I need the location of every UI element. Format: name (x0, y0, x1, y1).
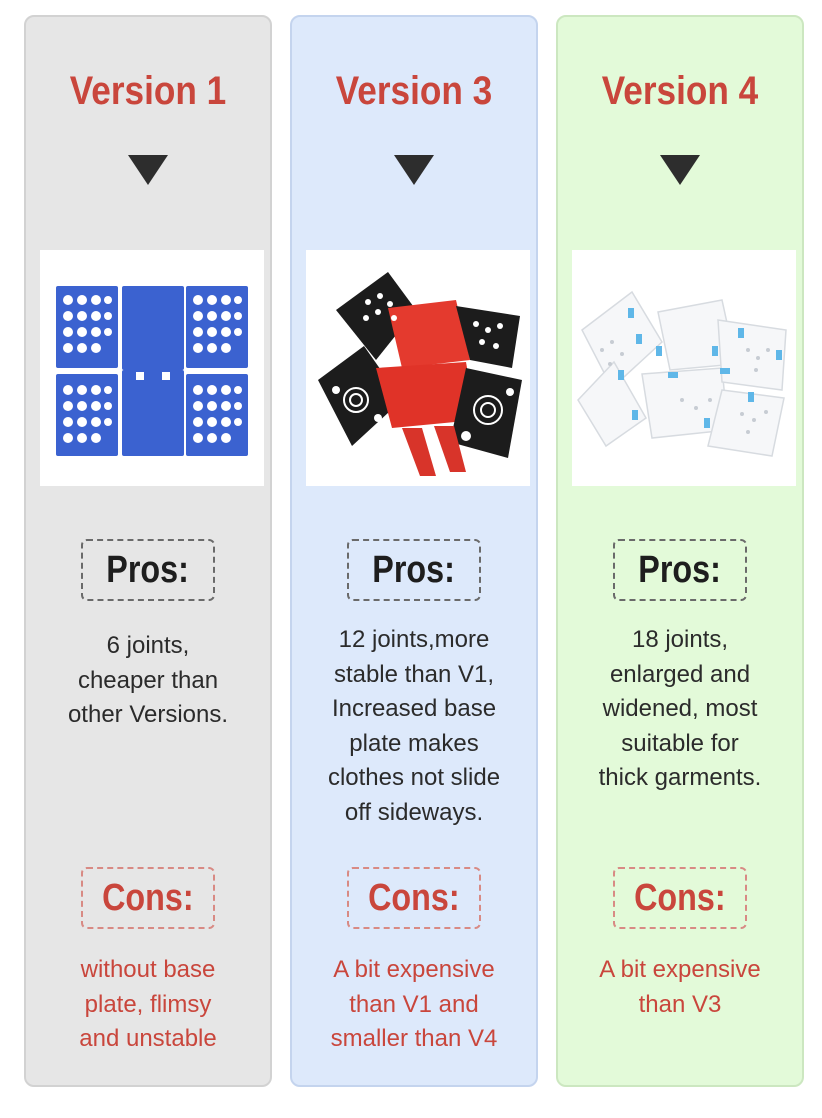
version-4-column (556, 15, 804, 1087)
pros-text: 6 joints, cheaper than other Versions. (67, 632, 229, 728)
pros-label: Pros: (613, 539, 747, 601)
down-arrow-icon (128, 155, 168, 185)
pros-label: Pros: (81, 539, 215, 601)
pros-text: 12 joints,more stable than V1, Increased base plate makes clothes not slide off sideways. (327, 626, 501, 826)
cons-text: without base plate, flimsy and unstable (79, 956, 217, 1052)
down-arrow-icon (394, 155, 434, 185)
cons-text: A bit expensive than V1 and smaller than V4 (330, 956, 498, 1052)
down-arrow-icon (660, 155, 700, 185)
version-1-column (24, 15, 272, 1087)
cons-label: Cons: (81, 867, 215, 929)
pros-text: 18 joints, enlarged and widened, most suitable for thick garments. (598, 626, 762, 791)
blue-folding-board-image (40, 250, 264, 486)
version-title: Version 4 (601, 69, 759, 113)
pros-label: Pros: (347, 539, 481, 601)
cons-text: A bit expensive than V3 (599, 956, 761, 1018)
version-title: Version 1 (69, 69, 227, 113)
cons-label: Cons: (613, 867, 747, 929)
version-title: Version 3 (335, 69, 493, 113)
black-red-folding-board-image (306, 250, 530, 486)
white-folding-board-image (572, 250, 796, 486)
version-3-column (290, 15, 538, 1087)
cons-label: Cons: (347, 867, 481, 929)
